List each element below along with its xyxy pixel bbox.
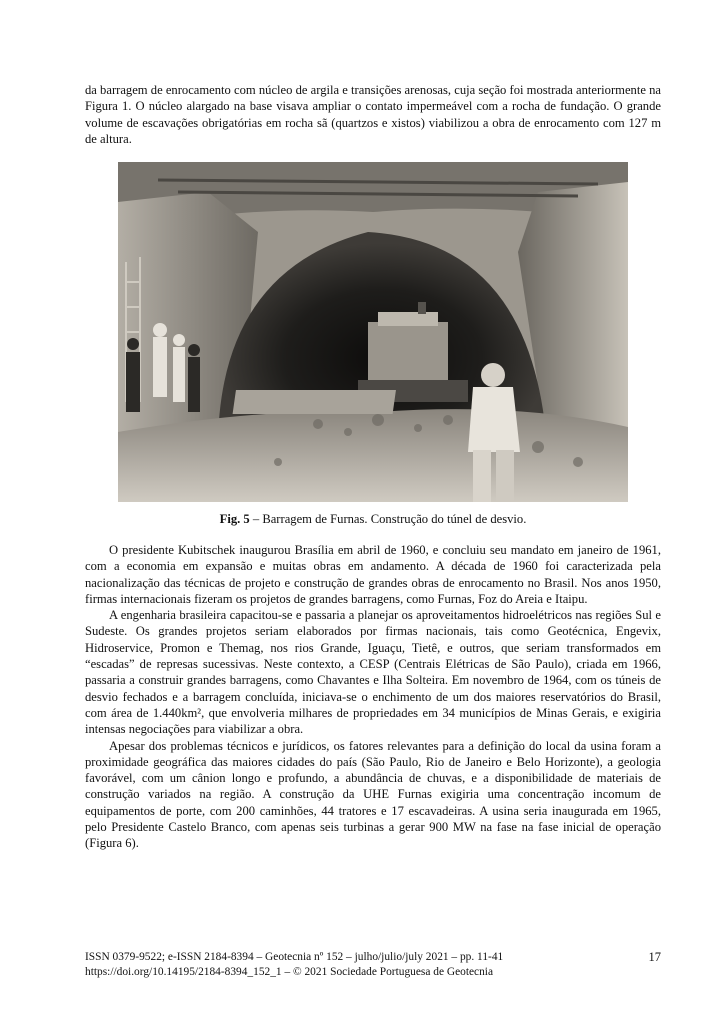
footer-doi-line: https://doi.org/10.14195/2184-8394_152_1 – © 2021 Sociedade Portuguesa de Geotecnia <box>85 966 494 978</box>
paragraph-engenharia: A engenharia brasileira capacitou-se e passaria a planejar os aproveitamentos hidroelétricos nas regiões Sul e Sudeste. Os grandes projetos seriam elaborados por firmas nacionais, tais como Geotécnica, Engevix, Hidroservice, Promon e Themag, nos rios Grande, Iguaçu, Tietê, e outros, que seriam transformados em “escadas” de represas sucessivas. Neste contexto, a CESP (Centrais Elétricas de São Paulo), criada em 1966, passaria a construir grandes barragens, como Chavantes e Ilha Solteira. Em novembro de 1964, com os túneis de desvio fechados e a barragem concluída, iniciava-se o enchimento de um dos maiores reservatórios do Brasil, com área de 1.440km², que envolveria milhares de propriedades em 34 municípios de Minas Gerais, e exigiria intensas negociações para viabilizar a obra. <box>85 608 661 737</box>
paragraph-kubitschek: O presidente Kubitschek inaugurou Brasília em abril de 1960, e concluiu seu mandato em janeiro de 1961, com a economia em expansão e muitas obras em andamento. A década de 1960 foi caracterizada pela nacionalização das técnicas de projeto e construção de grandes obras de enrocamento no Brasil. Nos anos 1950, firmas internacionais fizeram os projetos de grandes barragens, como Furnas, Foz do Areia e Itaipu. <box>85 543 661 606</box>
tunnel-construction-photo <box>118 162 628 502</box>
footer <box>85 950 661 980</box>
body-text-block <box>85 542 661 852</box>
top-paragraph-block <box>85 82 661 147</box>
footer-issn-line: ISSN 0379-9522; e-ISSN 2184-8394 – Geotecnia nº 152 – julho/julio/july 2021 – pp. 11-41 <box>85 951 504 963</box>
paragraph-apesar: Apesar dos problemas técnicos e jurídicos, os fatores relevantes para a definição do local da usina foram a proximidade geográfica das maiores cidades do país (São Paulo, Rio de Janeiro e Belo Horizonte), a geologia favorável, com um cânion longo e profundo, a abundância de chuvas, e a disponibilidade de materiais de construção variados na região. A construção da UHE Furnas exigiria uma concentração incomum de equipamentos de porte, com 200 caminhões, 44 tratores e 17 escavadeiras. A usina seria inaugurada em 1965, pelo Presidente Castelo Branco, com apenas seis turbinas a gerar 900 MW na fase na fase inicial de operação (Figura 6). <box>85 738 661 851</box>
page-number: 17 <box>648 950 661 964</box>
caption-text: – Barragem de Furnas. Construção do túnel de desvio. <box>249 512 527 526</box>
top-paragraph: da barragem de enrocamento com núcleo de argila e transições arenosas, cuja seção foi mostrada anteriormente na Figura 1. O núcleo alargado na base visava ampliar o contato impermeável com a rocha de fundação. O grande volume de escavações obrigatórias em rocha sã (quartzos e xistos) viabilizou a obra de enrocamento com 127 m de altura. <box>85 83 661 146</box>
caption-label: Fig. 5 <box>219 512 250 526</box>
figure-5-photo <box>118 162 628 502</box>
figure-caption <box>85 512 661 527</box>
